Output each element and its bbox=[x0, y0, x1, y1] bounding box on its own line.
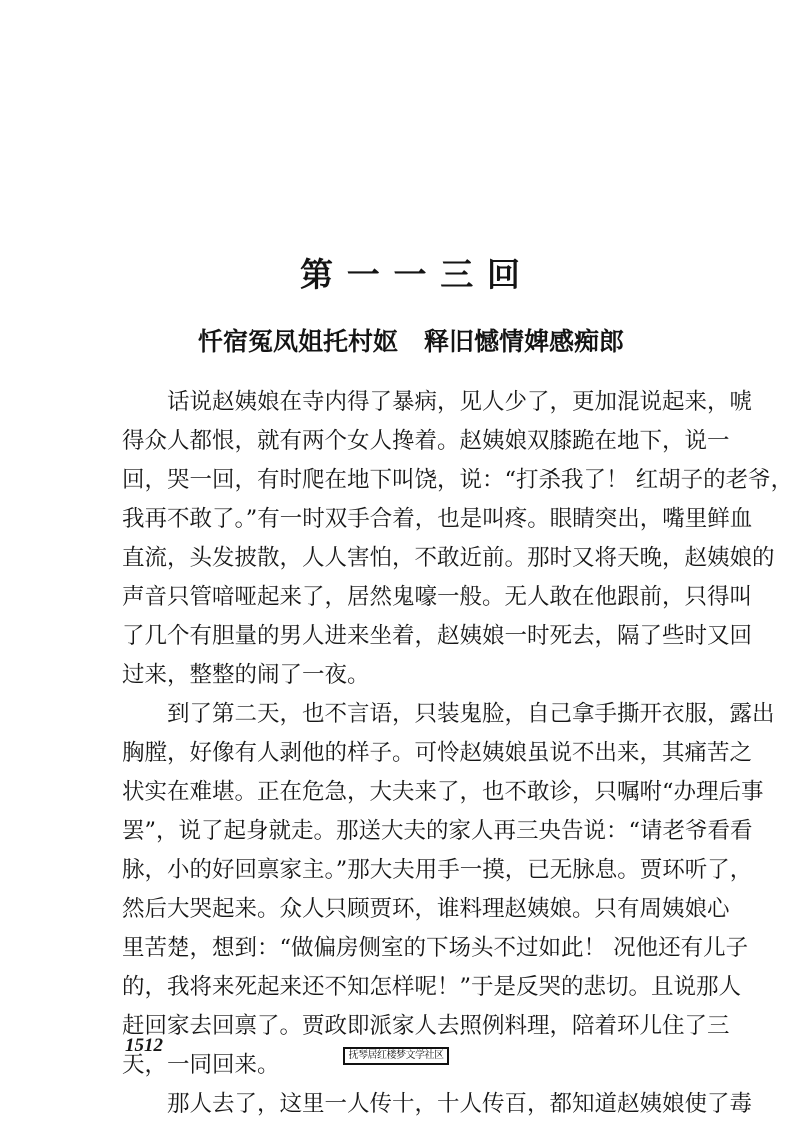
watermark-stamp: 抚琴居红楼梦文学社区 bbox=[343, 1047, 449, 1065]
chapter-title-char: 回 bbox=[487, 255, 520, 294]
chapter-title-char: 三 bbox=[440, 255, 474, 294]
text-line: 话说赵姨娘在寺内得了暴病，见人少了，更加混说起来，唬 bbox=[167, 389, 753, 415]
chapter-title-char: 第 bbox=[300, 255, 333, 294]
text-line: 胸膛，好像有人剥他的样子。可怜赵姨娘虽说不出来，其痛苦之 bbox=[122, 740, 753, 766]
text-line: 赶回家去回禀了。贾政即派家人去照例料理，陪着环儿住了三 bbox=[122, 1013, 730, 1039]
text-line: 然后大哭起来。众人只顾贾环，谁料理赵姨娘。只有周姨娘心 bbox=[122, 896, 730, 922]
text-line: 我再不敢了。”有一时双手合着，也是叫疼。眼睛突出，嘴里鲜血 bbox=[122, 506, 753, 532]
text-line: 过来，整整的闹了一夜。 bbox=[122, 662, 370, 688]
text-line: 的，我将来死起来还不知怎样呢！”于是反哭的悲切。且说那人 bbox=[122, 974, 742, 1000]
text-line: 里苦楚，想到：“做偏房侧室的下场头不过如此！ 况他还有儿子 bbox=[122, 935, 749, 961]
text-line: 了几个有胆量的男人进来坐着，赵姨娘一时死去，隔了些时又回 bbox=[122, 623, 753, 649]
chapter-title-char: 一 bbox=[346, 255, 380, 294]
text-line: 状实在难堪。正在危急，大夫来了，也不敢诊，只嘱咐“办理后事 bbox=[122, 779, 764, 805]
chapter-title bbox=[300, 252, 520, 298]
text-line: 声音只管喑哑起来了，居然鬼嚎一般。无人敢在他跟前，只得叫 bbox=[122, 584, 753, 610]
text-line: 到了第二天，也不言语，只装鬼脸，自己拿手撕开衣服，露出 bbox=[167, 701, 775, 727]
text-line: 罢”，说了起身就走。那送大夫的家人再三央告说：“请老爷看看 bbox=[122, 818, 753, 844]
text-line: 脉，小的好回禀家主。”那大夫用手一摸，已无脉息。贾环听了， bbox=[122, 857, 753, 883]
text-line: 那人去了，这里一人传十，十人传百，都知道赵姨娘使了毒 bbox=[167, 1091, 753, 1117]
text-line: 天，一同回来。 bbox=[122, 1052, 280, 1078]
chapter-subtitle bbox=[198, 322, 698, 362]
text-line: 直流，头发披散，人人害怕，不敢近前。那时又将天晚，赵姨娘的 bbox=[122, 545, 775, 571]
text-line: 得众人都恨，就有两个女人搀着。赵姨娘双膝跪在地下，说一 bbox=[122, 428, 730, 454]
subtitle-left-couplet: 忏宿冤凤姐托村妪 bbox=[198, 327, 399, 356]
page-number: 1512 bbox=[125, 1035, 163, 1056]
chapter-title-char: 一 bbox=[393, 255, 427, 294]
text-line: 回，哭一回，有时爬在地下叫饶，说：“打杀我了！ 红胡子的老爷， bbox=[122, 467, 794, 493]
subtitle-right-couplet: 释旧憾情婢感痴郎 bbox=[424, 327, 625, 356]
